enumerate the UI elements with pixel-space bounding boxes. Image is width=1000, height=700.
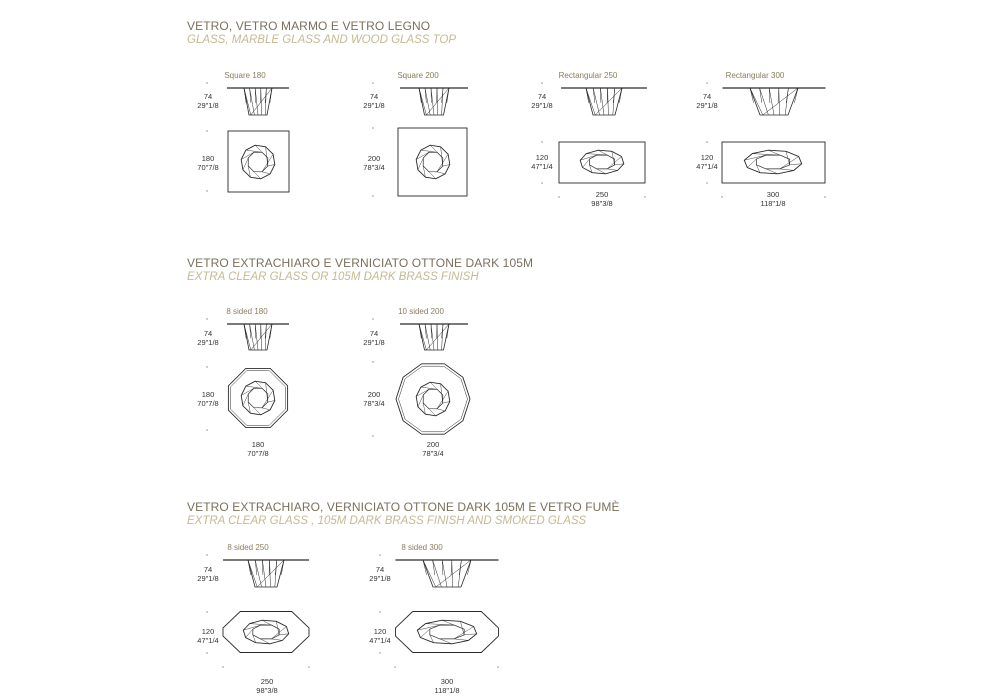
base-plan-facets — [241, 145, 275, 179]
dimension-tick — [379, 652, 380, 653]
height-dimension: 74 29"1/8 — [696, 92, 718, 110]
rectangular-top-plan — [559, 142, 645, 183]
height-dimension: 74 29"1/8 — [197, 92, 219, 110]
dimension-tick — [206, 366, 207, 367]
dimension-tick — [206, 318, 207, 319]
dimension-tick — [308, 666, 309, 667]
base-plan-facets — [416, 145, 450, 179]
table-name-label: Square 180 — [224, 71, 266, 80]
rectangular-top-plan — [722, 142, 825, 183]
elongated-octagon-top-plan — [396, 612, 499, 653]
height-dimension: 74 29"1/8 — [197, 565, 219, 583]
base-elevation-outline — [586, 88, 622, 115]
width-dimension: 250 98"3/8 — [256, 677, 278, 695]
height-dimension: 74 29"1/8 — [531, 92, 553, 110]
dimension-tick — [394, 666, 395, 667]
depth-dimension: 180 70"7/8 — [197, 154, 219, 172]
decagon-top-edge — [399, 366, 468, 432]
decagon-top-plan — [396, 364, 470, 434]
table-name-label: Rectangular 250 — [558, 71, 618, 80]
depth-dimension: 120 47"1/4 — [696, 153, 718, 171]
table-name-label: 8 sided 180 — [226, 307, 268, 316]
table-name-label: Rectangular 300 — [725, 71, 785, 80]
dimension-tick — [541, 182, 542, 183]
depth-dimension: 120 47"1/4 — [531, 153, 553, 171]
dimension-tick — [372, 318, 373, 319]
dimension-tick — [824, 196, 825, 197]
dimension-tick — [372, 82, 373, 83]
octagon-top-edge — [231, 371, 286, 426]
base-plan-facets — [416, 382, 450, 416]
square-top-plan — [398, 128, 467, 196]
width-dimension: 250 98"3/8 — [591, 190, 613, 208]
dimension-tick — [206, 429, 207, 430]
dimension-tick — [706, 182, 707, 183]
depth-dimension: 180 70"7/8 — [197, 390, 219, 408]
base-elevation-outline — [244, 324, 272, 350]
depth-dimension: 120 47"1/4 — [369, 627, 391, 645]
base-facet-lines — [248, 560, 284, 587]
dimension-tick — [541, 141, 542, 142]
square-top-plan — [228, 131, 289, 192]
table-name-label: 10 sided 200 — [398, 307, 444, 316]
dimension-tick — [721, 196, 722, 197]
depth-dimension: 200 78"3/4 — [363, 390, 385, 408]
width-dimension: 300 118"1/8 — [760, 190, 786, 208]
dimension-tick — [706, 82, 707, 83]
base-elevation-outline — [419, 88, 449, 115]
octagon-top-plan — [228, 368, 287, 427]
section-1-title: VETRO, VETRO MARMO E VETRO LEGNO — [187, 19, 431, 33]
elongated-octagon-top-plan — [223, 612, 309, 653]
depth-dimension: 200 78"3/4 — [363, 154, 385, 172]
height-dimension: 74 29"1/8 — [363, 329, 385, 347]
dimension-tick — [372, 435, 373, 436]
base-elevation-outline — [423, 560, 471, 587]
base-elevation-outline — [750, 88, 798, 115]
dimension-tick — [372, 127, 373, 128]
dimension-tick — [206, 611, 207, 612]
dimension-tick — [497, 666, 498, 667]
base-plan-facets — [241, 381, 275, 415]
base-facet-lines — [423, 560, 471, 587]
dimension-tick — [372, 195, 373, 196]
dimension-tick — [379, 554, 380, 555]
table-name-label: Square 200 — [397, 71, 439, 80]
dimension-tick — [706, 141, 707, 142]
section-3-subtitle: EXTRA CLEAR GLASS , 105M DARK BRASS FINISH AND SMOKED GLASS — [187, 515, 587, 527]
height-dimension: 74 29"1/8 — [197, 329, 219, 347]
base-facet-lines — [586, 88, 622, 115]
dimension-tick — [558, 196, 559, 197]
dimension-tick — [206, 554, 207, 555]
dimension-tick — [379, 611, 380, 612]
section-1-subtitle: GLASS, MARBLE GLASS AND WOOD GLASS TOP — [187, 34, 457, 46]
base-elevation-outline — [419, 324, 449, 350]
width-dimension: 180 70"7/8 — [247, 440, 269, 458]
dimension-tick — [372, 361, 373, 362]
dimension-tick — [222, 666, 223, 667]
base-facet-lines — [750, 88, 798, 115]
height-dimension: 74 29"1/8 — [363, 92, 385, 110]
dimension-tick — [206, 190, 207, 191]
width-dimension: 300 118"1/8 — [434, 677, 460, 695]
section-2-title: VETRO EXTRACHIARO E VERNICIATO OTTONE DARK 105M — [187, 256, 534, 270]
table-name-label: 8 sided 300 — [401, 543, 443, 552]
section-3-title: VETRO EXTRACHIARO, VERNICIATO OTTONE DARK 105M E VETRO FUMÈ — [187, 500, 620, 514]
depth-dimension: 120 47"1/4 — [197, 627, 219, 645]
height-dimension: 74 29"1/8 — [369, 565, 391, 583]
table-name-label: 8 sided 250 — [227, 543, 269, 552]
section-2-subtitle: EXTRA CLEAR GLASS OR 105M DARK BRASS FINISH — [187, 271, 479, 283]
dimension-tick — [206, 130, 207, 131]
base-elevation-outline — [248, 560, 284, 587]
dimension-tick — [206, 82, 207, 83]
dimension-tick — [541, 82, 542, 83]
dimension-tick — [644, 196, 645, 197]
base-elevation-outline — [244, 88, 272, 115]
width-dimension: 200 78"3/4 — [422, 440, 444, 458]
dimension-tick — [206, 652, 207, 653]
